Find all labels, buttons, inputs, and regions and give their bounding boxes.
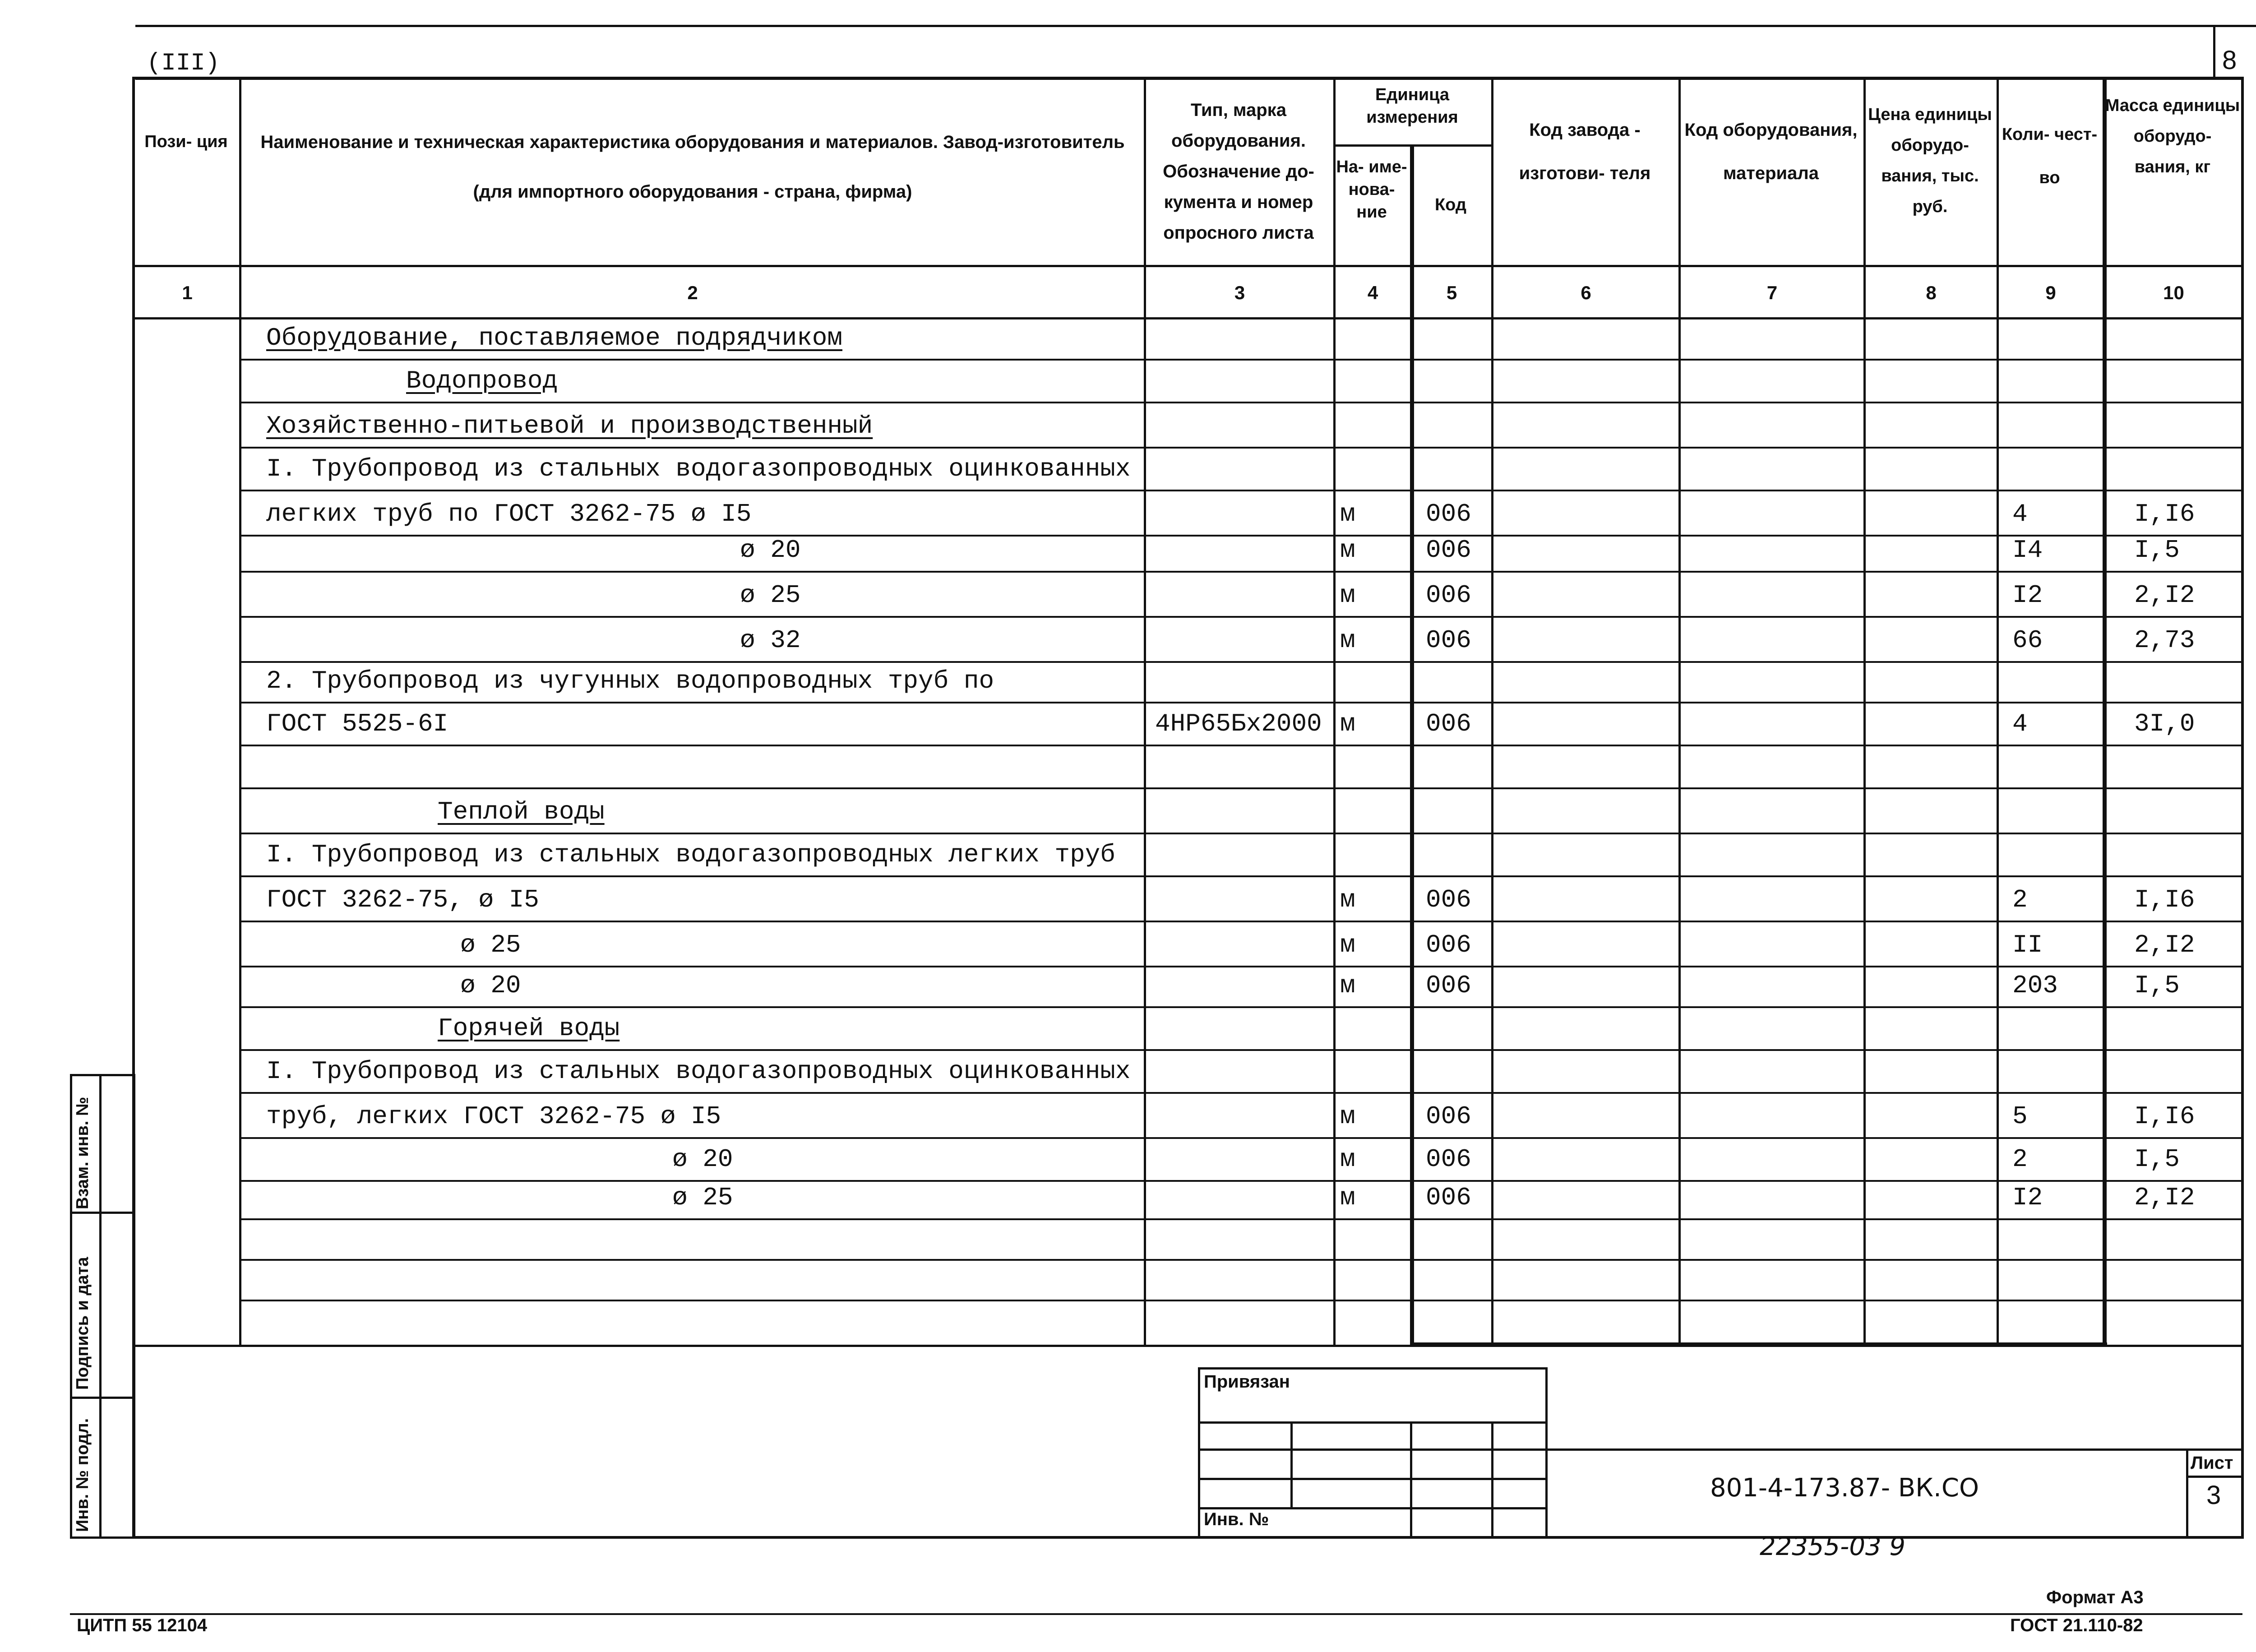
row-unit: м (1340, 626, 1355, 655)
footer-format: Формат А3 (2046, 1587, 2144, 1607)
privyazan-label: Привязан (1204, 1372, 1290, 1392)
colnum-5: 5 (1446, 282, 1457, 303)
row-separator (239, 1049, 2242, 1051)
tb-vline-2 (1410, 1421, 1412, 1539)
top-outer-border (135, 25, 2256, 27)
row-unit: м (1340, 971, 1355, 1000)
row-mass: I,5 (2134, 536, 2180, 565)
colnum-9: 9 (2045, 282, 2056, 303)
side-vzam-inv: Взам. инв. № (73, 1097, 92, 1209)
row-name: ø 25 (672, 1183, 733, 1212)
side-stamp-line-2 (70, 1397, 135, 1399)
row-code: 006 (1426, 885, 1471, 914)
header-unit-price: Цена единицы оборудо- вания, тыс. руб. (1868, 105, 1992, 216)
tb-sheet-divider (2186, 1476, 2242, 1478)
row-mass: I,I6 (2134, 1102, 2195, 1131)
colnum-2: 2 (687, 282, 698, 303)
row-name: труб, легких ГОСТ 3262-75 ø I5 (266, 1102, 721, 1131)
row-mass: 3I,0 (2134, 709, 2195, 738)
header-unit-name: На- име- нова- ние (1336, 157, 1407, 222)
colnum-6: 6 (1581, 282, 1591, 303)
row-code: 006 (1426, 971, 1471, 1000)
table-bottom-line (132, 1345, 2244, 1347)
row-separator (239, 833, 2242, 834)
row-quantity: 2 (2012, 1145, 2028, 1174)
row-type: 4НР65Бх2000 (1155, 709, 1322, 738)
row-code: 006 (1426, 709, 1471, 738)
row-separator (239, 359, 2242, 361)
row-separator (239, 702, 2242, 703)
row-name: Хозяйственно-питьевой и производственный (266, 412, 873, 440)
row-separator (239, 921, 2242, 922)
colnum-3: 3 (1234, 282, 1245, 303)
sheet-label: Лист (2191, 1453, 2233, 1473)
row-name: ø 20 (672, 1145, 733, 1174)
row-quantity: 4 (2012, 500, 2028, 528)
row-code: 006 (1426, 500, 1471, 528)
header-unit: Единица измерения (1366, 85, 1458, 127)
row-name: Оборудование, поставляемое подрядчиком (266, 324, 843, 352)
row-name: Теплой воды (438, 797, 605, 826)
row-quantity: I4 (2012, 536, 2043, 565)
row-name: ГОСТ 5525-6I (266, 709, 448, 738)
header-unit-code: Код (1434, 195, 1467, 214)
header-position: Пози- ция (144, 132, 228, 151)
row-mass: I,5 (2134, 971, 2180, 1000)
colnum-1: 1 (182, 282, 193, 303)
row-code: 006 (1426, 1145, 1471, 1174)
footer-gost: ГОСТ 21.110-82 (2010, 1615, 2143, 1635)
sheet-number: 8 (2222, 46, 2237, 75)
row-quantity: 5 (2012, 1102, 2028, 1131)
row-mass: 2,73 (2134, 626, 2195, 655)
row-code: 006 (1426, 626, 1471, 655)
row-quantity: I2 (2012, 1183, 2043, 1212)
row-name: Водопровод (406, 366, 558, 395)
row-code: 006 (1426, 930, 1471, 959)
unit-subheader-line (1333, 144, 1491, 147)
row-separator (239, 1300, 2242, 1301)
tb-vline-1 (1290, 1421, 1293, 1507)
row-quantity: I2 (2012, 581, 2043, 610)
side-inv-podl: Инв. № подл. (73, 1418, 92, 1532)
row-unit: м (1340, 500, 1355, 528)
tb-line-1 (1198, 1421, 1548, 1424)
row-unit: м (1340, 709, 1355, 738)
document-code: 801-4-173.87- ВК.СО (1710, 1473, 1979, 1503)
row-separator (239, 1218, 2242, 1220)
row-quantity: 203 (2012, 971, 2058, 1000)
tb-vline-3 (1491, 1421, 1493, 1539)
row-separator (239, 661, 2242, 663)
header-name: Наименование и техническая характеристика оборудования и материалов. Завод-изготовитель (для импортного оборудования - страна, фирма) (260, 132, 1125, 202)
sheet-value: 3 (2206, 1481, 2221, 1510)
header-equipment-code: Код оборудования, материала (1684, 120, 1858, 183)
row-unit: м (1340, 581, 1355, 610)
row-separator (239, 616, 2242, 618)
handwritten-number: 22355-03 9 (1760, 1532, 1906, 1561)
footer-line (70, 1613, 2242, 1615)
row-quantity: 2 (2012, 885, 2028, 914)
row-separator (239, 490, 2242, 491)
colnum-8: 8 (1926, 282, 1937, 303)
header-mass: Масса единицы оборудо- вания, кг (2105, 96, 2240, 176)
row-unit: м (1340, 885, 1355, 914)
colnum-4: 4 (1367, 282, 1378, 303)
side-podpis-data: Подпись и дата (73, 1257, 92, 1390)
row-code: 006 (1426, 581, 1471, 610)
row-quantity: 4 (2012, 709, 2028, 738)
row-name: I. Трубопровод из стальных водогазопроводных оцинкованных (266, 454, 1131, 483)
inv-no-label: Инв. № (1204, 1509, 1269, 1529)
row-unit: м (1340, 1183, 1355, 1212)
row-name: ø 20 (740, 536, 801, 565)
row-mass: I,I6 (2134, 885, 2195, 914)
row-quantity: II (2012, 930, 2043, 959)
row-name: ø 25 (740, 581, 801, 610)
row-separator (239, 402, 2242, 403)
tb-sheet-box (2186, 1448, 2188, 1539)
row-unit: м (1340, 930, 1355, 959)
side-stamp-divider (99, 1074, 102, 1539)
tb-main-line (1548, 1448, 2242, 1451)
row-mass: 2,I2 (2134, 1183, 2195, 1212)
row-code: 006 (1426, 536, 1471, 565)
row-name: ø 20 (460, 971, 521, 1000)
row-name: I. Трубопровод из стальных водогазопроводных оцинкованных (266, 1057, 1131, 1086)
row-separator (239, 966, 2242, 967)
side-stamp-line-1 (70, 1212, 135, 1214)
tb-line-2 (1198, 1448, 1548, 1451)
footer-left: ЦИТП 55 12104 (77, 1615, 208, 1635)
row-unit: м (1340, 1145, 1355, 1174)
row-name: I. Трубопровод из стальных водогазопроводных легких труб (266, 840, 1115, 869)
section-mark: (III) (147, 50, 220, 77)
row-name: ø 25 (460, 930, 521, 959)
row-separator (239, 1137, 2242, 1139)
row-code: 006 (1426, 1183, 1471, 1212)
row-separator (239, 1006, 2242, 1008)
sheet-number-box-left (2213, 25, 2215, 78)
header-factory-code: Код завода - изготови- теля (1519, 120, 1651, 183)
row-separator (239, 745, 2242, 746)
row-separator (239, 1259, 2242, 1261)
row-mass: 2,I2 (2134, 930, 2195, 959)
row-name: 2. Трубопровод из чугунных водопроводных труб по (266, 666, 994, 695)
tb-line-3 (1198, 1478, 1548, 1480)
row-separator (239, 787, 2242, 789)
row-unit: м (1340, 536, 1355, 565)
row-separator (239, 535, 2242, 537)
row-separator (239, 1180, 2242, 1182)
colnum-7: 7 (1766, 282, 1778, 303)
row-mass: I,5 (2134, 1145, 2180, 1174)
row-separator (239, 571, 2242, 573)
row-mass: 2,I2 (2134, 581, 2195, 610)
row-name: Горячей воды (438, 1014, 620, 1043)
colnum-10: 10 (2163, 282, 2184, 303)
row-mass: I,I6 (2134, 500, 2195, 528)
header-type: Тип, марка оборудования. Обозначение до- кумента и номер опросного листа (1163, 100, 1314, 243)
row-name: ø 32 (740, 626, 801, 655)
row-separator (239, 1092, 2242, 1094)
row-name: легких труб по ГОСТ 3262-75 ø I5 (266, 500, 752, 528)
row-quantity: 66 (2012, 626, 2043, 655)
row-separator (239, 875, 2242, 877)
row-separator (239, 447, 2242, 449)
row-code: 006 (1426, 1102, 1471, 1131)
row-unit: м (1340, 1102, 1355, 1131)
row-name: ГОСТ 3262-75, ø I5 (266, 885, 539, 914)
header-quantity: Коли- чест- во (2002, 125, 2098, 187)
